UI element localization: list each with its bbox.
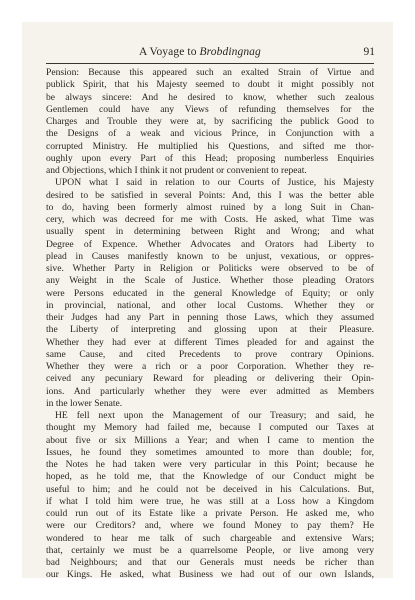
text-line: usually spent in determining between Right and Wrong; and what [46, 226, 374, 238]
text-line: hoped, as he told me, that the Knowledge of our Conduct might be [46, 471, 374, 483]
running-title-place: Brobdingnag [199, 46, 261, 58]
text-line: same Cause, and cited Precedents to prove contrary Opinions. [46, 348, 374, 360]
text-line: desired to be satisfied in several Points: And, this I was the better able [46, 189, 374, 201]
text-line: Whether they had ever at different Times pleaded for and against the [46, 336, 374, 348]
header-rule [46, 63, 374, 64]
text-line: corrupted Ministry. He multiplied his Questions, and sifted me thor- [46, 140, 374, 152]
text-line: cery, which was decreed for me with Costs. He asked, what Time was [46, 214, 374, 225]
text-line: Whether they were a rich or a poor Corporation. Whether they re- [46, 361, 374, 372]
text-line: publick Spirit, that his Majesty seemed to doubt it might possibly not [46, 79, 374, 91]
text-line: plead in Causes manifestly known to be unjust, vexatious, or oppres- [46, 250, 374, 262]
text-line: wondered to hear me talk of such chargeable and extensive Wars; [46, 532, 374, 544]
text-line: thought my Memory had failed me, because I computed our Taxes at [46, 422, 374, 434]
text-line: to do, having been formerly almost ruined by a long Suit in Chan- [46, 201, 374, 213]
text-line: useful to him; and he could not be deceived in his Calculations. But, [46, 483, 374, 495]
text-line: in the lower Senate. [46, 397, 123, 409]
body-text [46, 67, 374, 582]
text-line: were Persons educated in the general Knowledge of Equity; or only [46, 287, 374, 299]
text-line: sive. Whether Party in Religion or Politicks were observed to be of [46, 263, 374, 274]
text-line: about five or six Millions a Year; and when I came to mention the [46, 434, 374, 446]
running-title-prefix: A Voyage to [139, 46, 200, 58]
text-line: our Kings. He asked, what Business we had out of our own Islands, [46, 569, 374, 581]
text-line: Issues, he found they sometimes amounted to more than double; for, [46, 446, 374, 458]
text-line: Charges and Trouble they were at, by sacrificing the publick Good to [46, 116, 374, 127]
text-line: the Notes he had taken were very particular in this Point; because he [46, 459, 374, 470]
running-header [139, 46, 375, 60]
text-line: that, certainly we must be a quarrelsome People, or live among very [46, 544, 374, 556]
text-line: ions. And particularly whether they were ever admitted as Members [46, 385, 374, 397]
text-line: in provincial, national, and other local Customs. Whether they or [46, 299, 374, 311]
text-line: Gentlemen could have any Views of refunding themselves for the [46, 103, 374, 115]
text-line: the Liberty of interpreting and glossing upon at their Pleasure. [46, 324, 374, 336]
page-number: 91 [363, 46, 375, 58]
text-line: oughly upon every Part of this Head; proposing numberless Enquiries [46, 152, 374, 164]
text-line: could run out of its Estate like a private Person. He asked me, who [46, 508, 374, 519]
text-line: Degree of Expence. Whether Advocates and Orators had Liberty to [46, 238, 374, 250]
text-line: Pension: Because this appeared such an exalted Strain of Virtue and [46, 67, 374, 78]
text-line: were our Creditors? and, where we found Money to pay them? He [46, 520, 374, 532]
text-line: HE fell next upon the Management of our Treasury; and said, he [55, 410, 374, 421]
text-line: bad Neighbours; and that our Generals must needs be richer than [46, 557, 374, 568]
text-line: UPON what I said in relation to our Courts of Justice, his Majesty [55, 177, 374, 189]
text-line: if what I told him were true, he was still at a Loss how a Kingdom [46, 495, 374, 507]
text-line: the Designs of a weak and vicious Prince, in Conjunction with a [46, 128, 374, 140]
text-line: any Weight in the Scale of Justice. Whether those pleading Orators [46, 275, 374, 287]
running-title [139, 46, 261, 58]
text-line: and Objections, which I think it not prudent or convenient to repeat. [46, 165, 307, 176]
text-line: be always sincere: And he desired to know, whether such zealous [46, 91, 374, 103]
text-line: their Judges had any Part in penning those Laws, which they assumed [46, 312, 374, 323]
text-line: ceived any pecuniary Reward for pleading or delivering their Opin- [46, 373, 374, 385]
